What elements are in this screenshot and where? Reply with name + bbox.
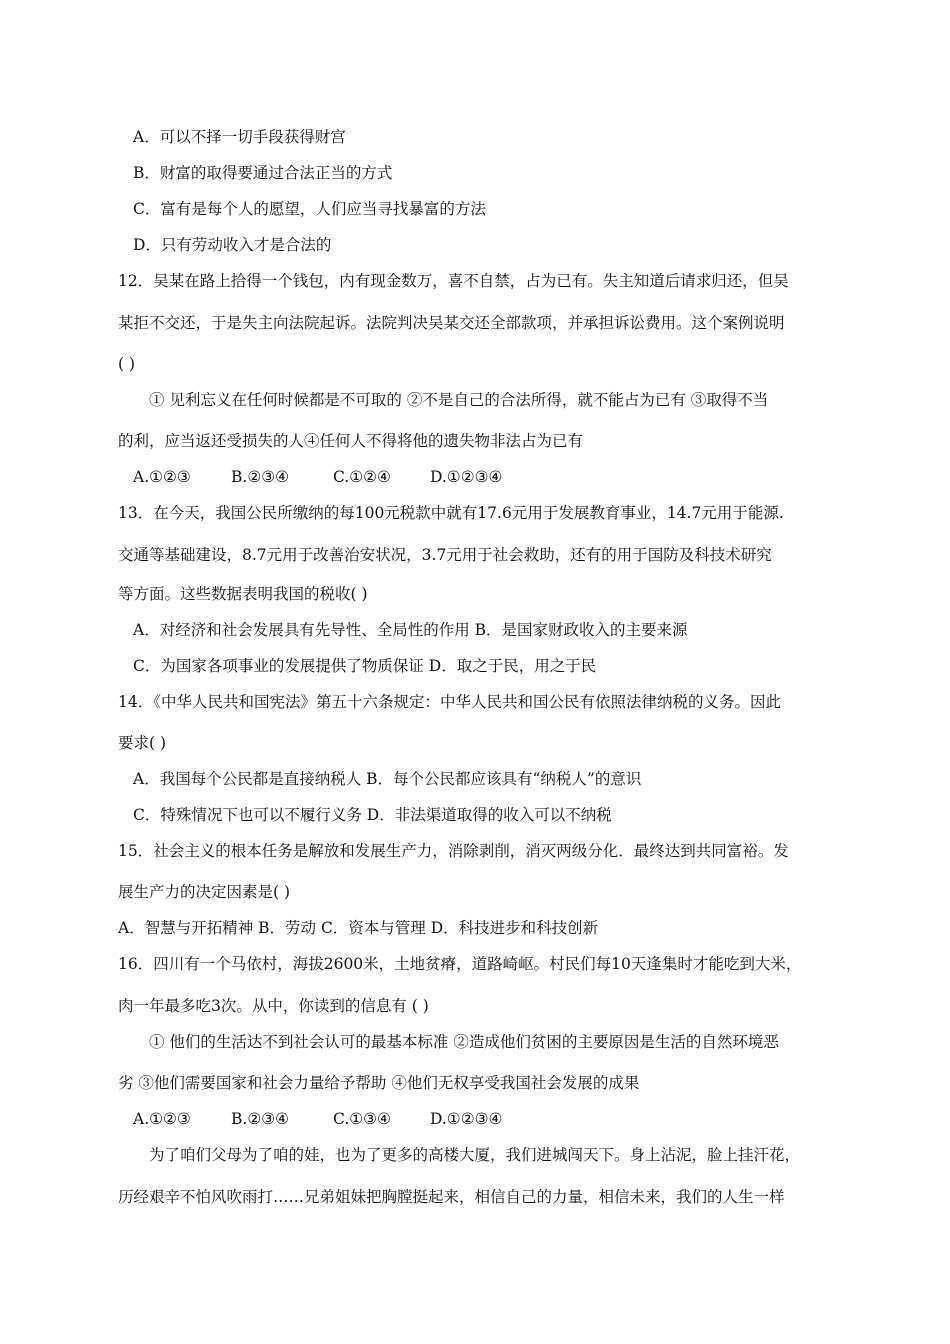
q16-choice-c: C.①③④ (333, 1110, 391, 1128)
q16-choice-b: B.②③④ (231, 1110, 290, 1128)
q14-stem-line1: 14．《中华人民共和国宪法》第五十六条规定：中华人民共和国公民有依照法律纳税的义务。因此 (118, 693, 781, 711)
q13-stem-line3: 等方面。这些数据表明我国的税收( ) (118, 585, 368, 603)
passage-line2: 历经艰辛不怕风吹雨打……兄弟姐妹把胸膛挺起来，相信自己的力量，相信未来，我们的人生一样 (118, 1188, 785, 1206)
q12-choice-d: D.①②③④ (430, 468, 503, 486)
q15-stem-line1: 15．社会主义的根本任务是解放和发展生产力，消除剥削，消灭两级分化．最终达到共同富裕。发 (118, 842, 789, 860)
q14-options-line2: C．特殊情况下也可以不履行义务 D．非法渠道取得的收入可以不纳税 (133, 806, 612, 824)
q12-items-line1: ① 见利忘义在任何时候都是不可取的 ②不是自己的合法所得，就不能占为已有 ③取得不当 (149, 391, 769, 409)
q12-items-line2: 的利，应当返还受损失的人④任何人不得将他的遗失物非法占为已有 (118, 432, 584, 450)
q12-choices (133, 467, 502, 487)
q11-option-c: C．富有是每个人的愿望，人们应当寻找暴富的方法 (133, 200, 486, 218)
q13-options-line1: A．对经济和社会发展具有先导性、全局性的作用 B．是国家财政收入的主要来源 (133, 621, 688, 639)
q16-stem-line1: 16．四川有一个马依村，海拔2600米，土地贫瘠，道路崎岖。村民们每10天逢集时才能吃到大米， (118, 955, 802, 973)
q11-option-d: D．只有劳动收入才是合法的 (133, 236, 332, 254)
q11-option-a: A．可以不择一切手段获得财宫 (133, 128, 346, 146)
q16-items-line1: ① 他们的生活达不到社会认可的最基本标准 ②造成他们贫困的主要原因是生活的自然环境恶 (149, 1033, 779, 1051)
q14-stem-line2: 要求( ) (118, 734, 167, 752)
q16-choice-a: A.①②③ (133, 1110, 191, 1128)
q11-option-b: B．财富的取得要通过合法正当的方式 (133, 164, 393, 182)
q16-stem-line2: 肉一年最多吃3次。从中，你读到的信息有 ( ) (118, 997, 429, 1015)
q12-stem-line2: 某拒不交还，于是失主向法院起诉。法院判决吴某交还全部款项，并承担诉讼费用。这个案例说明 (118, 314, 785, 332)
q16-items-line2: 劣 ③他们需要国家和社会力量给予帮助 ④他们无权享受我国社会发展的成果 (118, 1074, 640, 1092)
q15-options: A．智慧与开拓精神 B．劳动 C．资本与管理 D．科技进步和科技创新 (118, 919, 599, 937)
q12-choice-a: A.①②③ (133, 468, 191, 486)
q14-options-line1: A．我国每个公民都是直接纳税人 B．每个公民都应该具有“纳税人”的意识 (133, 770, 642, 788)
q13-stem-line1: 13．在今天，我国公民所缴纳的每100元税款中就有17.6元用于发展教育事业，14.7元用于能源. (118, 504, 784, 522)
q12-stem-line1: 12．吴某在路上拾得一个钱包，内有现金数万，喜不自禁，占为已有。失主知道后请求归还，但吴 (118, 272, 789, 290)
q12-stem-line3: ( ) (118, 355, 136, 373)
q15-stem-line2: 展生产力的决定因素是( ) (118, 883, 291, 901)
q16-choices (133, 1109, 502, 1129)
q13-options-line2: C．为国家各项事业的发展提供了物质保证 D．取之于民，用之于民 (133, 657, 597, 675)
q12-choice-c: C.①②④ (333, 468, 391, 486)
q13-stem-line2: 交通等基础建设，8.7元用于改善治安状况，3.7元用于社会救助，还有的用于国防及科技术研究 (118, 546, 772, 564)
q16-choice-d: D.①②③④ (430, 1110, 503, 1128)
passage-line1: 为了咱们父母为了咱的娃，也为了更多的高楼大厦，我们进城闯天下。身上沾泥，脸上挂汗花， (149, 1146, 801, 1164)
q12-choice-b: B.②③④ (231, 468, 290, 486)
